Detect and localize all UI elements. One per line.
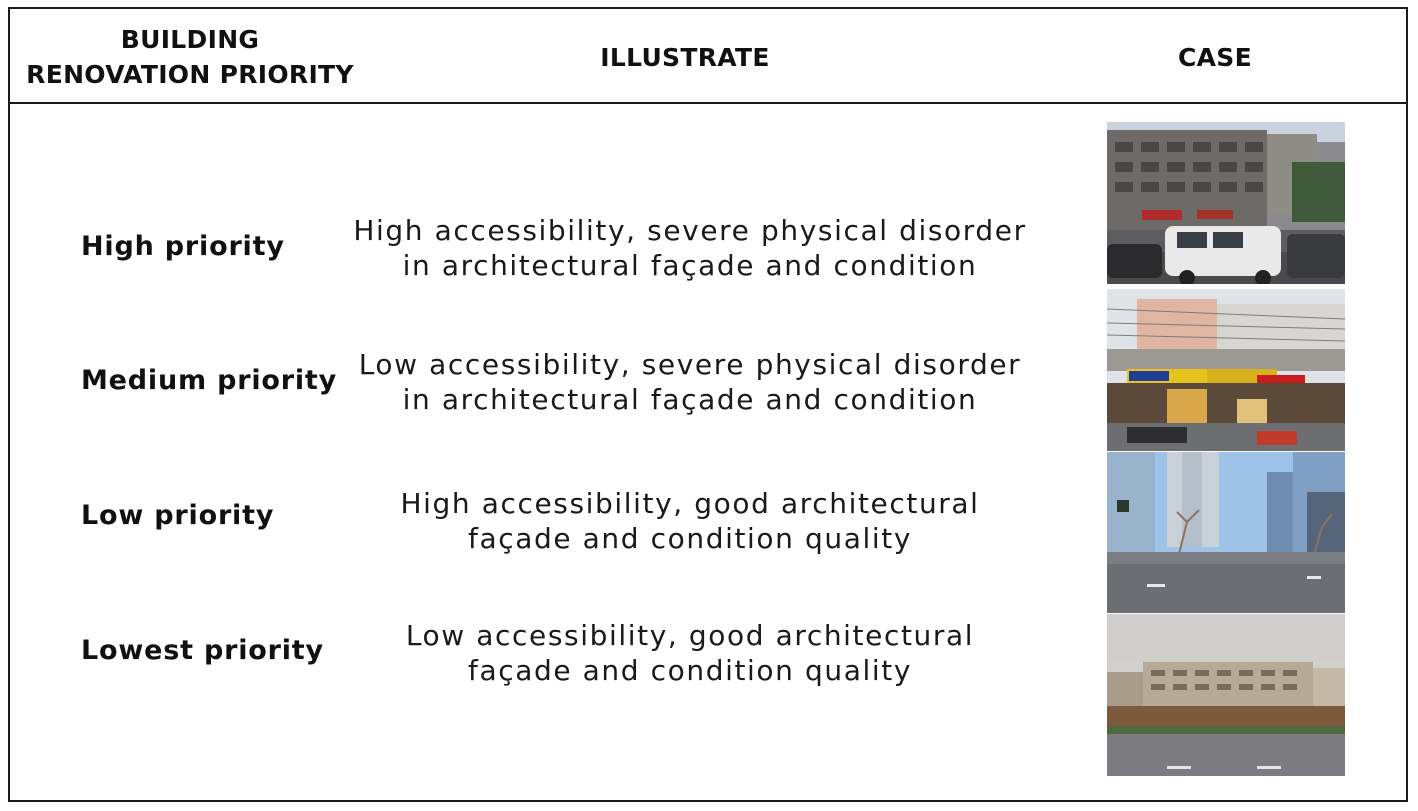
description-line: in architectural façade and condition <box>402 249 978 282</box>
description-line: High accessibility, good architectural <box>400 487 980 520</box>
case-photo-low <box>1107 452 1345 613</box>
column-header-priority <box>20 22 360 92</box>
description-line: Low accessibility, severe physical disorder <box>358 348 1022 381</box>
description-low <box>340 486 1040 556</box>
case-photo-lowest <box>1107 614 1345 776</box>
description-line: High accessibility, severe physical disorder <box>353 214 1027 247</box>
description-line: façade and condition quality <box>468 654 912 687</box>
description-line: in architectural façade and condition <box>402 383 978 416</box>
description-line: Low accessibility, good architectural <box>405 619 975 652</box>
priority-label-lowest: Lowest priority <box>81 635 324 666</box>
priority-label-low: Low priority <box>81 500 275 531</box>
header-divider <box>8 102 1408 104</box>
description-line: façade and condition quality <box>468 522 912 555</box>
description-lowest <box>340 618 1040 688</box>
column-header-priority-line2: RENOVATION PRIORITY <box>26 60 354 89</box>
case-photo-high <box>1107 122 1345 284</box>
column-header-illustrate: ILLUSTRATE <box>600 43 770 72</box>
priority-label-high: High priority <box>81 231 285 262</box>
priority-label-medium: Medium priority <box>81 365 338 396</box>
column-header-priority-line1: BUILDING <box>120 25 260 54</box>
case-photo-medium <box>1107 289 1345 451</box>
column-header-case: CASE <box>1178 43 1252 72</box>
description-medium <box>340 347 1040 417</box>
description-high <box>340 213 1040 283</box>
